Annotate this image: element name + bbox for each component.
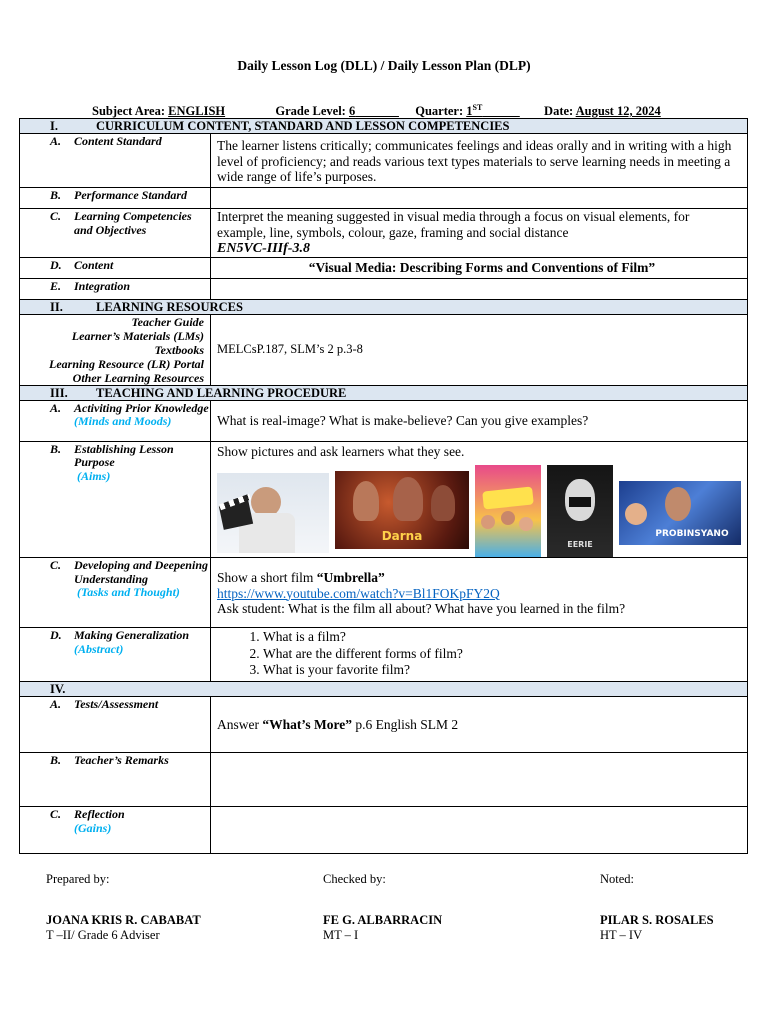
date-value: August 12, 2024 <box>575 104 661 119</box>
prior-value: What is real-image? What is make-believe? Can you give examples? <box>217 412 589 428</box>
generalization-sub: (Abstract) <box>74 641 124 656</box>
prior-sub: (Minds and Moods) <box>74 414 172 428</box>
question-item: 2. What are the different forms of film? <box>263 646 747 663</box>
row-prior-knowledge: A. Activiting Prior Knowledge (Minds and Moods) What is real-image? What is make-believe? Can you give examples? <box>20 400 748 441</box>
resource-labels: Teacher Guide Learner’s Materials (LMs) Textbooks Learning Resource (LR) Portal Other Learning Resources <box>49 314 204 385</box>
lesson-meta <box>92 103 661 119</box>
remarks-value <box>217 753 747 757</box>
quarter-value: 1ST <box>466 103 483 119</box>
darna-poster: Darna <box>335 471 469 549</box>
competencies-label: Learning Competencies and Objectives <box>74 209 192 237</box>
section-header-2: II. LEARNING RESOURCES <box>20 299 748 314</box>
quarter-label: Quarter: <box>415 104 464 119</box>
row-content-standard: A. Content Standard The learner listens critically; communicates feelings and ideas orally and in writing with a high level of proficiency; and reads various text types materials to serve learning needs in meeting a wide range of life’s purposes. <box>20 134 748 188</box>
remarks-label: Teacher’s Remarks <box>74 753 169 767</box>
reflection-label: Reflection <box>74 807 125 821</box>
subject-label: Subject Area: <box>92 104 166 119</box>
row-developing: C. Developing and Deepening Understanding (Tasks and Thought) Show a short film “Umbrella” https://www.youtube.com/watch?v=Bl1FOKpFY2Q Ask student: What is the film all about? What have you learned in the film? <box>20 558 748 628</box>
competency-code: EN5VC-IIIf-3.8 <box>217 241 310 256</box>
signature-checked: Checked by: FE G. ALBARRACIN MT – I <box>323 872 443 942</box>
row-tests: A. Tests/Assessment Answer “What’s More” p.6 English SLM 2 <box>20 697 748 753</box>
date-label: Date: <box>544 104 574 119</box>
developing-label: Developing and Deepening Understanding <box>74 558 208 586</box>
row-content: D. Content “Visual Media: Describing Forms and Conventions of Film” <box>20 257 748 278</box>
purpose-sub: (Aims) <box>77 468 111 483</box>
integration-label: Integration <box>74 278 131 293</box>
competencies-value: Interpret the meaning suggested in visual media through a focus on visual elements, for example, line, symbols, colour, gaze, framing and social distance EN5VC-IIIf-3.8 <box>217 209 690 256</box>
content-label: Content <box>74 257 114 272</box>
performance-standard-value <box>217 188 747 192</box>
subject-value: ENGLISH <box>168 104 226 119</box>
developing-sub: (Tasks and Thought) <box>77 585 180 599</box>
probinsyano-poster: PROBINSYANO <box>619 481 741 545</box>
row-lesson-purpose: B. Establishing Lesson Purpose (Aims) Show pictures and ask learners what they see. Darna EERIE PROBINSYANO <box>20 441 748 558</box>
poster-strip <box>217 465 747 557</box>
section-header-3: III. TEACHING AND LEARNING PROCEDURE <box>20 385 748 400</box>
section-header-4: IV. <box>20 682 748 697</box>
tests-value: Answer “What’s More” p.6 English SLM 2 <box>217 716 459 732</box>
row-remarks: B. Teacher’s Remarks <box>20 753 748 807</box>
content-value: “Visual Media: Describing Forms and Conventions of Film” <box>308 259 656 275</box>
content-standard-value: The learner listens critically; communicates feelings and ideas orally and in writing with a high level of proficiency; and reads various text types materials to serve learning needs in meeting a wide range of life’s purposes. <box>217 138 732 184</box>
signature-prepared: Prepared by: JOANA KRIS R. CABABAT T –II/ Grade 6 Adviser <box>46 872 201 942</box>
row-performance-standard: B. Performance Standard <box>20 188 748 209</box>
generalization-label: Making Generalization <box>74 628 190 642</box>
row-integration: E. Integration <box>20 278 748 299</box>
question-item: 1. What is a film? <box>263 629 747 646</box>
integration-value <box>217 279 747 283</box>
developing-value: Show a short film “Umbrella” https://www.youtube.com/watch?v=Bl1FOKpFY2Q Ask student: What is the film all about? What have you learned in the film? <box>217 570 626 616</box>
question-item: 3. What is your favorite film? <box>263 662 747 679</box>
signature-noted: Noted: PILAR S. ROSALES HT – IV <box>600 872 714 942</box>
purpose-value: Show pictures and ask learners what they see. <box>217 443 465 459</box>
lesson-table <box>19 118 748 854</box>
grade-value: 6 <box>348 104 356 119</box>
row-generalization: D. Making Generalization (Abstract) 1. What is a film? 2. What are the different forms of film? 3. What is your favorite film? <box>20 628 748 682</box>
generalization-questions <box>217 629 747 679</box>
row-resources <box>20 314 748 385</box>
clapperboard-image <box>217 473 329 553</box>
petrang-kabayo-poster <box>475 465 541 557</box>
reflection-sub: (Gains) <box>74 820 112 835</box>
film-title: “Umbrella” <box>316 570 385 585</box>
tests-label: Tests/Assessment <box>74 697 159 711</box>
performance-standard-label: Performance Standard <box>74 188 188 202</box>
reflection-value <box>217 807 747 811</box>
row-competencies: C. Learning Competencies and Objectives Interpret the meaning suggested in visual media through a focus on visual elements, for example, line, symbols, colour, gaze, framing and social distance EN5VC-IIIf-3.8 <box>20 209 748 258</box>
grade-label: Grade Level: <box>275 104 346 119</box>
prior-label: Activiting Prior Knowledge <box>74 400 209 415</box>
purpose-label: Establishing Lesson Purpose <box>74 441 174 469</box>
section-header-1: I. CURRICULUM CONTENT, STANDARD AND LESSON COMPETENCIES <box>20 119 748 134</box>
document-title: Daily Lesson Log (DLL) / Daily Lesson Plan (DLP) <box>237 58 531 73</box>
eerie-poster: EERIE <box>547 465 613 557</box>
film-link[interactable]: https://www.youtube.com/watch?v=Bl1FOKpFY2Q <box>217 585 500 601</box>
resources-value: MELCsP.187, SLM’s 2 p.3-8 <box>217 342 363 356</box>
content-standard-label: Content Standard <box>74 134 162 148</box>
row-reflection: C. Reflection (Gains) <box>20 807 748 854</box>
